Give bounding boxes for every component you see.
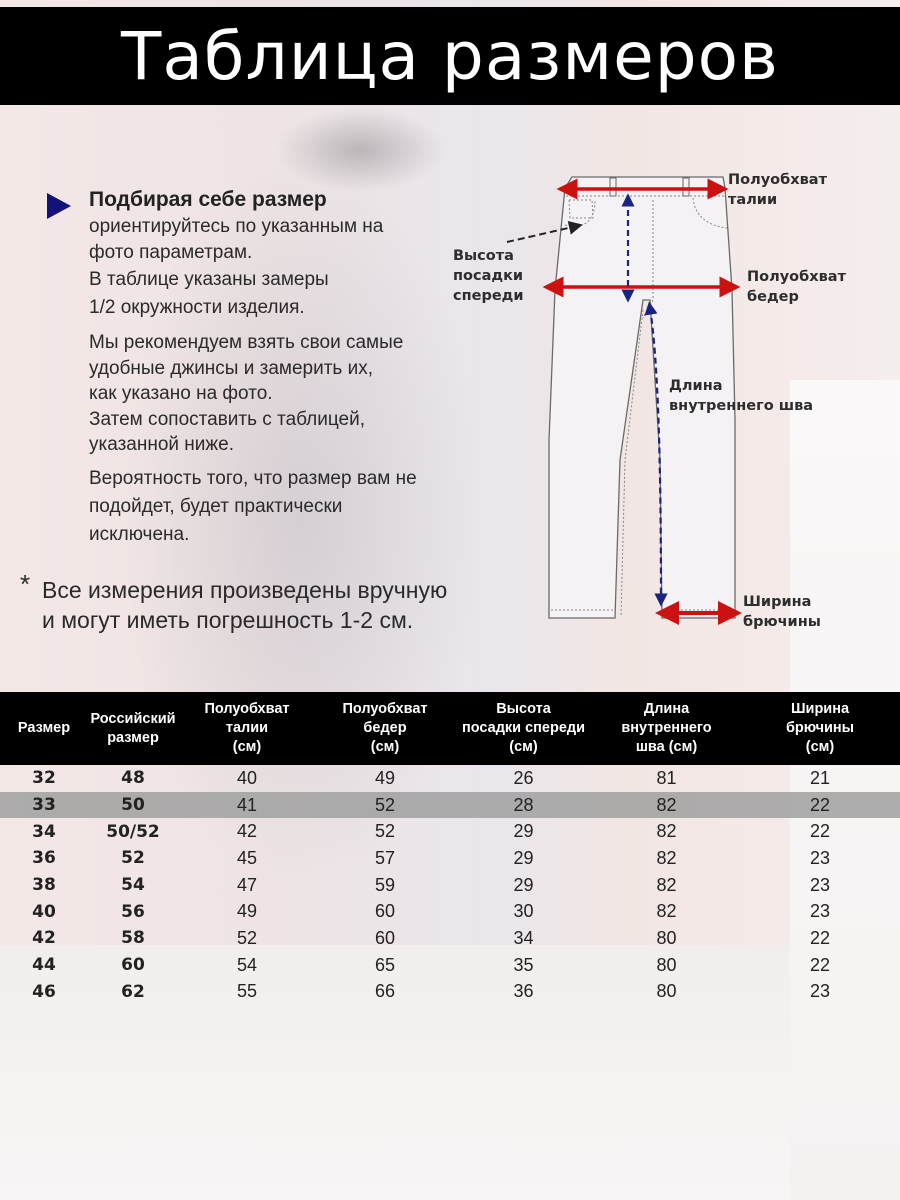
- russian-size-cell: 56: [121, 901, 145, 922]
- size-cell: 44: [32, 955, 56, 976]
- triangle-bullet-icon: [47, 193, 71, 219]
- table-row: [0, 925, 900, 952]
- table-row: [0, 792, 900, 819]
- column-header: [316, 692, 454, 765]
- intro-title: Подбирая себе размер: [89, 188, 327, 211]
- measurement-cell: 36: [513, 981, 534, 1002]
- size-cell: 46: [32, 981, 56, 1002]
- header-line: Высота: [496, 701, 551, 717]
- text-line: ориентируйтесь по указанным на: [89, 216, 384, 237]
- measurement-cell: 29: [513, 821, 534, 842]
- russian-size-cell: 54: [121, 875, 145, 896]
- measurement-cell: 59: [374, 874, 396, 895]
- measurement-cell: 40: [236, 767, 258, 788]
- measurement-cell: 49: [236, 901, 258, 922]
- measurement-cell: 22: [809, 954, 831, 975]
- measurement-cell: 80: [656, 954, 677, 975]
- measurement-cell: 23: [809, 901, 831, 922]
- measurement-cell: 60: [374, 927, 396, 948]
- text-line: удобные джинсы и замерить их,: [89, 357, 373, 379]
- measurement-cell: 82: [656, 847, 677, 868]
- header-line: Полуобхват: [204, 701, 290, 717]
- text-line: Полуобхват: [728, 172, 827, 188]
- measurement-cell: 29: [513, 874, 534, 895]
- intro-paragraph-1: [89, 214, 383, 320]
- measurement-cell: 60: [374, 901, 396, 922]
- column-header: [88, 692, 178, 765]
- size-cell: 36: [32, 848, 56, 869]
- russian-size-cell: 50: [88, 792, 178, 819]
- label-waist: [728, 170, 827, 210]
- measurement-cell: 49: [374, 767, 396, 788]
- text-line: посадки: [453, 268, 524, 284]
- header-line: бедер: [363, 720, 407, 736]
- measurement-cell: 45: [236, 847, 258, 868]
- table-row: [0, 845, 900, 872]
- header-line: брючины: [785, 720, 855, 736]
- measurement-cell: 22: [809, 927, 831, 948]
- page-title: Таблица размеров: [121, 17, 779, 95]
- text-line: брючины: [743, 614, 821, 630]
- label-hips: [747, 267, 846, 307]
- size-cell: 34: [32, 821, 56, 842]
- note-text: [42, 575, 447, 635]
- measurement-cell: 66: [374, 981, 396, 1002]
- measurement-cell: 22: [740, 792, 900, 819]
- header-line: (см): [509, 739, 538, 755]
- text-line: исключена.: [89, 524, 190, 545]
- header-line: посадки спереди: [461, 720, 586, 736]
- text-line: В таблице указаны замеры: [89, 269, 329, 290]
- text-line: Высота: [453, 248, 514, 264]
- column-header: [454, 692, 593, 765]
- header-line: талии: [225, 720, 269, 736]
- text-line: подойдет, будет практически: [89, 496, 343, 517]
- measurement-cell: 42: [236, 821, 258, 842]
- header-line: (см): [232, 739, 262, 755]
- text-line: и могут иметь погрешность 1-2 см.: [42, 607, 414, 633]
- column-header: [0, 692, 88, 765]
- measurement-cell: 34: [513, 927, 534, 948]
- header-line: Российский: [90, 710, 176, 727]
- text-line: Ширина: [743, 594, 812, 610]
- column-header: [740, 692, 900, 765]
- measurement-cell: 29: [513, 847, 534, 868]
- header-line: (см): [370, 739, 400, 755]
- measurement-cell: 21: [809, 767, 831, 788]
- jeans-measurement-diagram: [445, 160, 865, 640]
- measurement-cell: 23: [809, 874, 831, 895]
- table-row: [0, 818, 900, 845]
- header-line: Длина: [643, 701, 690, 717]
- size-cell: 33: [0, 792, 88, 819]
- label-inseam: [669, 376, 813, 416]
- size-table: [0, 692, 900, 1005]
- header-line: внутреннего: [621, 720, 712, 736]
- size-cell: 42: [32, 928, 56, 949]
- size-cell: 40: [32, 901, 56, 922]
- table-body: [0, 765, 900, 1005]
- measurement-cell: 54: [236, 954, 258, 975]
- text-line: внутреннего шва: [669, 398, 814, 414]
- measurement-cell: 52: [374, 821, 396, 842]
- text-line: Полуобхват: [747, 269, 846, 285]
- text-line: фото параметрам.: [89, 241, 253, 263]
- header-line: Ширина: [790, 701, 850, 717]
- text-line: как указано на фото.: [89, 383, 273, 404]
- size-cell: 38: [32, 875, 56, 896]
- table-row: [0, 898, 900, 925]
- measurement-cell: 81: [656, 767, 677, 788]
- measurement-cell: 26: [513, 767, 534, 788]
- measurement-cell: 65: [374, 954, 396, 975]
- measurement-cell: 41: [178, 792, 316, 819]
- text-line: Затем сопоставить с таблицей,: [89, 408, 365, 430]
- russian-size-cell: 60: [121, 955, 145, 976]
- header-bar: [0, 7, 900, 105]
- asterisk: *: [20, 569, 31, 599]
- table-row: [0, 952, 900, 979]
- table-row: [0, 765, 900, 792]
- header-line: шва (см): [635, 739, 698, 755]
- measurement-cell: 30: [513, 901, 534, 922]
- text-line: Вероятность того, что размер вам не: [89, 468, 417, 489]
- text-line: 1/2 окружности изделия.: [89, 296, 305, 318]
- text-line: Все измерения произведены вручную: [42, 577, 448, 603]
- size-cell: 32: [32, 768, 56, 789]
- measurement-cell: 80: [656, 927, 677, 948]
- column-header: [593, 692, 740, 765]
- table-header-row: [0, 692, 900, 765]
- measurement-cell: 82: [656, 821, 677, 842]
- label-rise: [453, 246, 524, 306]
- measurement-cell: 47: [236, 874, 258, 895]
- text-line: спереди: [453, 288, 524, 304]
- measurement-cell: 55: [236, 981, 258, 1002]
- header-line: размер: [107, 729, 159, 746]
- russian-size-cell: 58: [121, 928, 145, 949]
- measurement-cell: 35: [513, 954, 534, 975]
- russian-size-cell: 52: [121, 848, 145, 869]
- text-line: Длина: [669, 378, 723, 394]
- measurement-cell: 82: [593, 792, 740, 819]
- measurement-cell: 82: [656, 874, 677, 895]
- table-row: [0, 872, 900, 899]
- intro-paragraph-3: [89, 465, 417, 549]
- column-header: [178, 692, 316, 765]
- text-line: указанной ниже.: [89, 434, 234, 455]
- intro-paragraph-2: [89, 330, 403, 458]
- measurement-cell: 23: [809, 981, 831, 1002]
- measurement-cell: 52: [236, 927, 258, 948]
- russian-size-cell: 48: [121, 768, 145, 789]
- measurement-cell: 28: [454, 792, 593, 819]
- text-line: бедер: [747, 289, 799, 305]
- russian-size-cell: 62: [121, 981, 145, 1002]
- header-line: Размер: [17, 720, 71, 736]
- russian-size-cell: 50/52: [106, 821, 160, 842]
- table-row: [0, 979, 900, 1006]
- label-leg-width: [743, 592, 821, 632]
- measurement-cell: 22: [809, 821, 831, 842]
- text-line: Мы рекомендуем взять свои самые: [89, 332, 404, 353]
- measurement-cell: 82: [656, 901, 677, 922]
- text-line: талии: [728, 192, 778, 208]
- measurement-cell: 57: [374, 847, 396, 868]
- header-line: Полуобхват: [342, 701, 428, 717]
- measurement-cell: 23: [809, 847, 831, 868]
- measurement-cell: 52: [316, 792, 454, 819]
- header-line: (см): [805, 739, 835, 755]
- measurement-cell: 80: [656, 981, 677, 1002]
